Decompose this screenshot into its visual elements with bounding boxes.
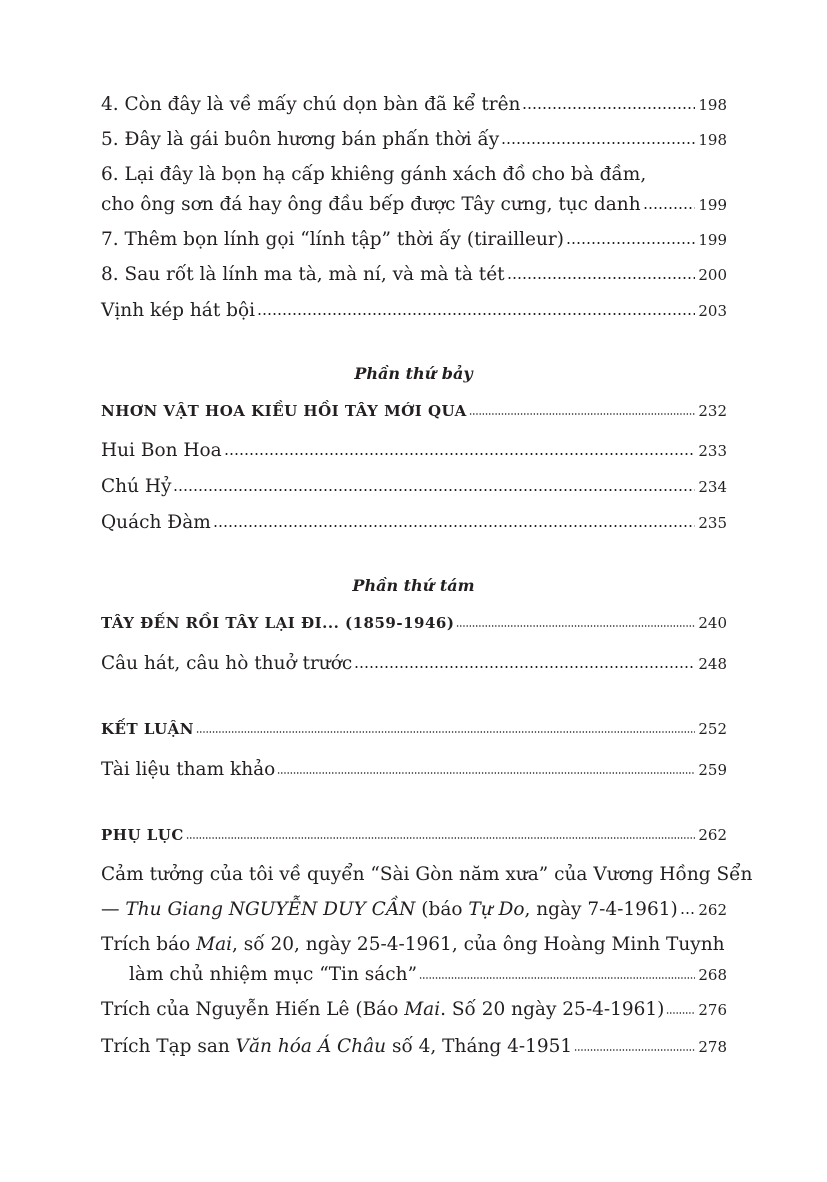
part-heading: Phần thứ bảy (354, 364, 473, 383)
entry-text: (báo (415, 899, 469, 920)
leader-dots (507, 275, 696, 281)
toc-section-title (101, 716, 727, 742)
entry-title: làm chủ nhiệm mục “Tin sách” (129, 964, 418, 985)
entry-title: Quách Đàm (101, 512, 211, 533)
leader-dots (173, 487, 695, 493)
entry-text: , ngày 7-4-1961) (524, 899, 678, 920)
toc-section-title (101, 822, 727, 848)
entry-text: , số 20, ngày 25-4-1961, của ông Hoàng Minh Tuynh (232, 934, 725, 955)
page-number: 252 (698, 720, 727, 738)
entry-title: Hui Bon Hoa (101, 440, 222, 461)
leader-dots (456, 623, 695, 629)
section-title: PHỤ LỤC (101, 826, 184, 844)
entry-title: Tài liệu tham khảo (101, 759, 276, 780)
leader-dots (224, 451, 696, 457)
page-number: 198 (698, 96, 727, 114)
toc-entry (101, 262, 727, 288)
page-number: 200 (698, 266, 727, 284)
page-number: 276 (698, 1001, 727, 1019)
toc-entry (101, 298, 727, 324)
entry-title: Chú Hỷ (101, 476, 172, 497)
leader-dots (277, 770, 695, 776)
entry-title (101, 1034, 572, 1060)
section-title: KẾT LUẬN (101, 720, 195, 738)
page-number: 199 (698, 196, 727, 214)
entry-title: Vịnh kép hát bội (101, 300, 256, 321)
toc-entry (101, 227, 727, 253)
toc-entry (101, 510, 727, 536)
entry-title: Câu hát, câu hò thuở trước (101, 653, 353, 674)
toc-entry (101, 127, 727, 153)
toc-entry (101, 997, 727, 1023)
toc-entry (129, 962, 727, 988)
toc-entry (101, 1034, 727, 1060)
entry-title (101, 997, 664, 1023)
toc-entry (101, 192, 727, 218)
toc-entry (101, 92, 727, 118)
author-name: Thu Giang NGUYỄN DUY CẦN (125, 899, 416, 920)
leader-dots (469, 411, 696, 417)
em-dash: — (101, 899, 126, 920)
leader-dots (566, 240, 695, 246)
toc-entry (101, 757, 727, 783)
page-number: 259 (698, 761, 727, 779)
entry-title-line: Cảm tưởng của tôi về quyển “Sài Gòn năm xưa” của Vương Hồng Sển (101, 864, 753, 885)
toc-section-title (101, 398, 727, 424)
leader-dots (196, 729, 695, 735)
entry-text: . Số 20 ngày 25-4-1961) (440, 999, 665, 1020)
page-number: 268 (698, 966, 727, 984)
newspaper-name: Mai (196, 934, 233, 955)
toc-entry (101, 474, 727, 500)
toc-section-title (101, 610, 727, 636)
page-number: 199 (698, 231, 727, 249)
entry-title: cho ông sơn đá hay ông đầu bếp được Tây cưng, tục danh (101, 194, 641, 215)
page-number: 262 (698, 826, 727, 844)
leader-dots (213, 523, 696, 529)
page-number: 203 (698, 302, 727, 320)
page-number: 232 (698, 402, 727, 420)
part-heading: Phần thứ tám (352, 576, 475, 595)
leader-dots (680, 910, 696, 916)
page-number: 248 (698, 655, 727, 673)
page-number: 198 (698, 131, 727, 149)
page-number: 235 (698, 514, 727, 532)
leader-dots (354, 664, 695, 670)
entry-title: 4. Còn đây là về mấy chú dọn bàn đã kể trên (101, 94, 521, 115)
toc-entry (101, 651, 727, 677)
leader-dots (186, 835, 696, 841)
page-number: 234 (698, 478, 727, 496)
entry-title-line (101, 932, 727, 958)
entry-text: số 4, Tháng 4-1951 (386, 1036, 573, 1057)
toc-entry (101, 897, 727, 923)
entry-title: 5. Đây là gái buôn hương bán phấn thời ấy (101, 129, 500, 150)
entry-text: Trích Tạp san (101, 1036, 236, 1057)
newspaper-name: Mai (404, 999, 441, 1020)
page-number: 262 (698, 901, 727, 919)
page-number: 233 (698, 442, 727, 460)
journal-name: Văn hóa Á Châu (235, 1036, 387, 1057)
section-title: NHƠN VẬT HOA KIỀU HỒI TÂY MỚI QUA (101, 402, 467, 420)
entry-title: 7. Thêm bọn lính gọi “lính tập” thời ấy (tirailleur) (101, 229, 564, 250)
entry-title: 8. Sau rốt là lính ma tà, mà ní, và mà tà tét (101, 264, 505, 285)
entry-title-line: 6. Lại đây là bọn hạ cấp khiêng gánh xách đồ cho bà đầm, (101, 164, 647, 185)
newspaper-name: Tự Do (468, 899, 525, 920)
entry-text: Trích của Nguyễn Hiến Lê (Báo (101, 999, 405, 1020)
page-number: 240 (698, 614, 727, 632)
leader-dots (501, 140, 695, 146)
page-number: 278 (698, 1038, 727, 1056)
leader-dots (574, 1047, 695, 1053)
leader-dots (419, 975, 695, 981)
entry-title (101, 897, 678, 923)
leader-dots (522, 105, 695, 111)
entry-text: Trích báo (101, 934, 197, 955)
section-title: TÂY ĐẾN RỒI TÂY LẠI ĐI... (1859-1946) (101, 614, 455, 632)
toc-entry (101, 438, 727, 464)
leader-dots (666, 1010, 695, 1016)
leader-dots (643, 205, 696, 211)
leader-dots (257, 311, 695, 317)
